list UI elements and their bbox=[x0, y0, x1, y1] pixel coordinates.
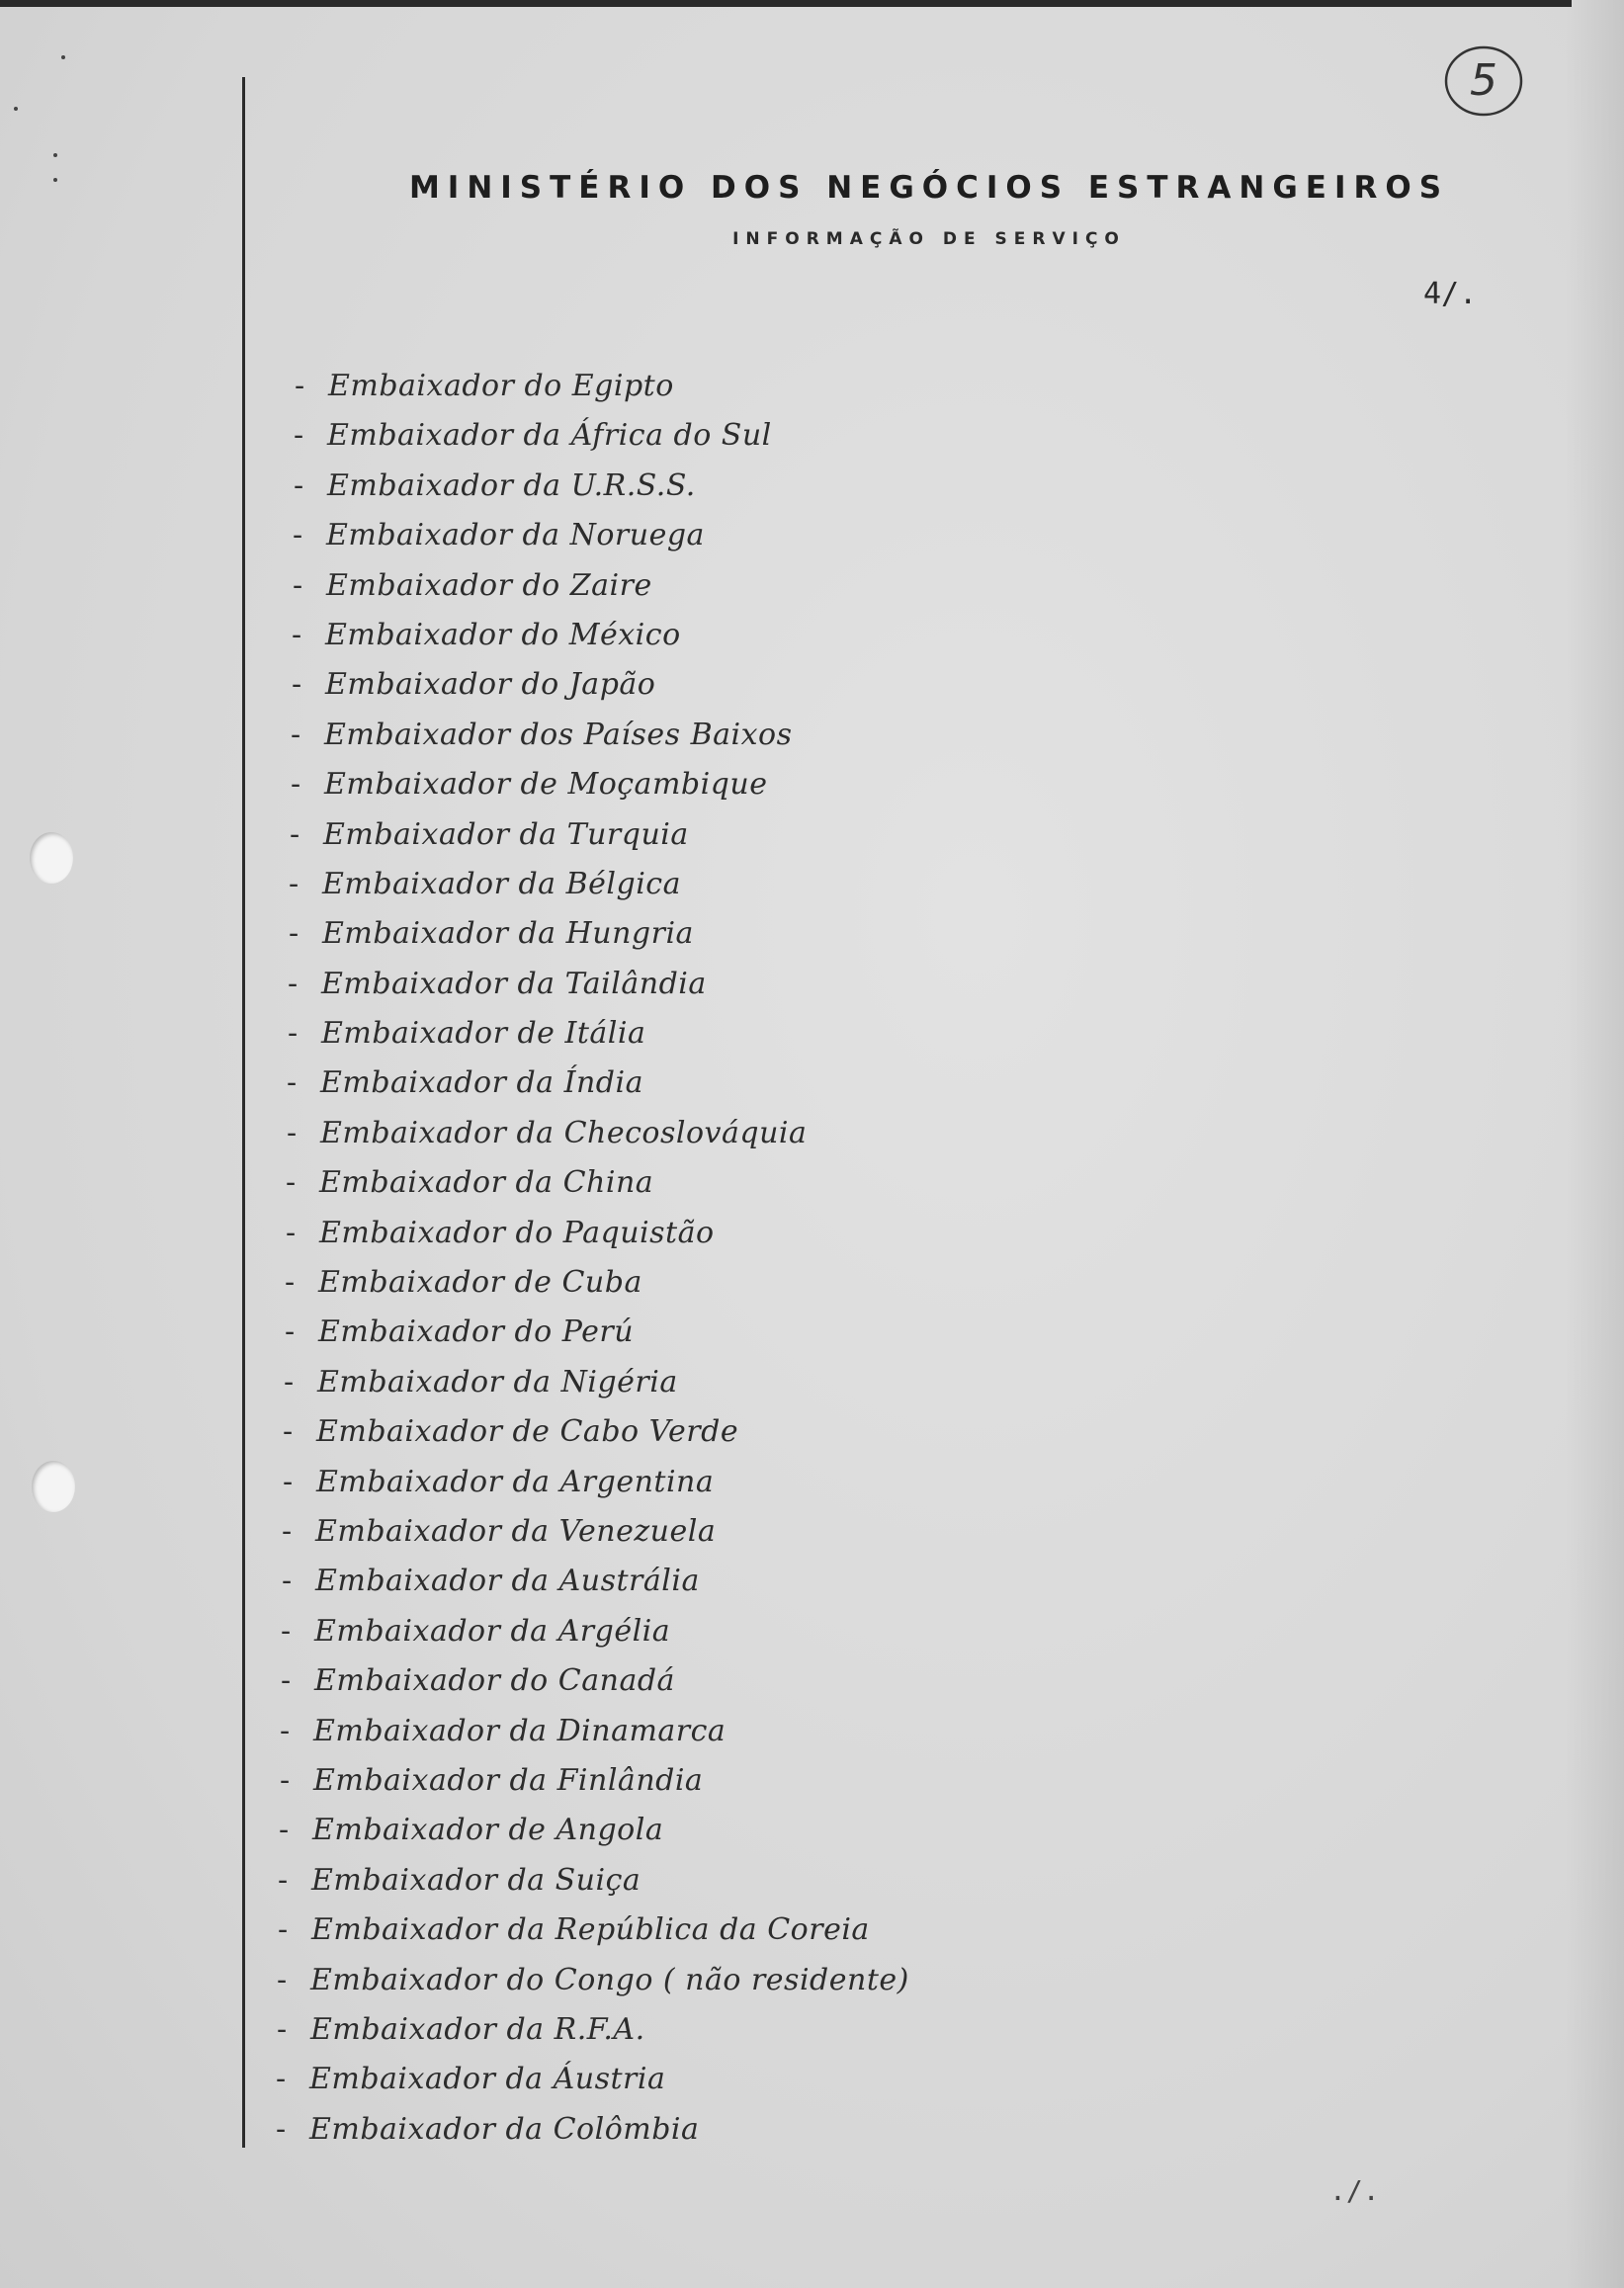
list-item bbox=[267, 1656, 1453, 1706]
list-item-text: Embaixador do Japão bbox=[325, 667, 656, 703]
list-dash: - bbox=[282, 1564, 293, 1599]
list-item-text: Embaixador de Moçambique bbox=[324, 767, 768, 803]
list-dash: - bbox=[282, 1513, 293, 1549]
list-dash: - bbox=[289, 866, 299, 901]
list-item bbox=[267, 711, 1453, 760]
list-dash: - bbox=[291, 717, 301, 752]
list-dash: - bbox=[285, 1314, 296, 1350]
list-item-text: Embaixador de Angola bbox=[312, 1813, 664, 1848]
list-item-text: Embaixador da Índia bbox=[320, 1065, 643, 1101]
paper-speck bbox=[61, 55, 65, 59]
list-item bbox=[267, 611, 1453, 660]
list-dash: - bbox=[286, 1165, 297, 1201]
punch-hole-lower bbox=[32, 1461, 75, 1512]
list-item-text: Embaixador da R.F.A. bbox=[310, 2011, 645, 2047]
list-dash: - bbox=[283, 1414, 294, 1450]
punch-hole-upper bbox=[30, 832, 73, 884]
list-item bbox=[267, 2055, 1453, 2104]
list-item bbox=[267, 511, 1453, 560]
list-item bbox=[267, 1507, 1453, 1557]
list-dash: - bbox=[279, 1813, 290, 1848]
list-item bbox=[267, 1209, 1453, 1258]
list-item bbox=[267, 1059, 1453, 1108]
list-dash: - bbox=[288, 966, 299, 1001]
list-item bbox=[267, 1407, 1453, 1457]
list-dash: - bbox=[278, 1912, 289, 1948]
list-item-text: Embaixador da Noruega bbox=[326, 518, 705, 553]
list-item bbox=[267, 561, 1453, 611]
list-item bbox=[267, 1458, 1453, 1507]
list-dash: - bbox=[280, 1762, 291, 1798]
list-item-text: Embaixador da Áustria bbox=[309, 2062, 666, 2097]
paper-speck bbox=[53, 178, 57, 182]
list-dash: - bbox=[277, 2011, 288, 2047]
ministry-title: MINISTÉRIO DOS NEGÓCIOS ESTRANGEIROS bbox=[408, 170, 1450, 206]
list-item-text: Embaixador de Cabo Verde bbox=[316, 1414, 739, 1450]
list-item bbox=[267, 411, 1453, 461]
margin-rule bbox=[242, 77, 245, 2148]
list-item bbox=[267, 1806, 1453, 1855]
list-item-text: Embaixador da Hungria bbox=[322, 916, 694, 952]
list-item-text: Embaixador da Argélia bbox=[314, 1613, 671, 1649]
list-item bbox=[267, 1856, 1453, 1906]
list-item bbox=[267, 1158, 1453, 1208]
list-dash: - bbox=[290, 816, 300, 852]
folio-number: 5 bbox=[1470, 55, 1497, 106]
list-dash: - bbox=[289, 916, 299, 952]
continuation-mark: ./. bbox=[1329, 2174, 1380, 2207]
page-shadow bbox=[1565, 0, 1624, 2288]
list-dash: - bbox=[285, 1265, 296, 1301]
list-item-text: Embaixador da Nigéria bbox=[317, 1364, 678, 1399]
list-dash: - bbox=[286, 1215, 297, 1250]
list-item-text: Embaixador do Congo ( não residente) bbox=[310, 1962, 909, 1997]
folio-stamp bbox=[1441, 42, 1526, 121]
list-item-text: Embaixador dos Países Baixos bbox=[324, 717, 793, 752]
page-top-edge bbox=[0, 0, 1572, 7]
list-dash: - bbox=[295, 369, 305, 403]
list-item-text: Embaixador do Perú bbox=[318, 1314, 635, 1350]
list-dash: - bbox=[293, 567, 303, 603]
list-dash: - bbox=[281, 1663, 292, 1699]
list-item-text: Embaixador da Argentina bbox=[316, 1464, 715, 1499]
list-dash: - bbox=[293, 518, 303, 553]
list-item bbox=[267, 1557, 1453, 1606]
list-dash: - bbox=[288, 1016, 299, 1052]
list-item-text: Embaixador do México bbox=[325, 617, 681, 652]
list-item bbox=[267, 1956, 1453, 2005]
list-dash: - bbox=[276, 2062, 287, 2097]
list-item bbox=[267, 1906, 1453, 1955]
list-item bbox=[267, 1109, 1453, 1158]
list-dash: - bbox=[292, 617, 302, 652]
list-item-text: Embaixador de Itália bbox=[321, 1016, 646, 1052]
list-item bbox=[267, 810, 1453, 860]
letterhead bbox=[297, 170, 1562, 249]
list-item bbox=[267, 462, 1453, 511]
list-dash: - bbox=[277, 1962, 288, 1997]
list-dash: - bbox=[278, 1862, 289, 1898]
list-item-text: Embaixador da Bélgica bbox=[322, 866, 681, 901]
list-item-text: Embaixador da Dinamarca bbox=[313, 1713, 727, 1748]
list-item bbox=[267, 1358, 1453, 1407]
list-item bbox=[267, 660, 1453, 710]
list-item bbox=[267, 1308, 1453, 1357]
list-item-text: Embaixador da U.R.S.S. bbox=[327, 467, 696, 503]
list-item-text: Embaixador da Tailândia bbox=[321, 966, 707, 1001]
list-item bbox=[267, 860, 1453, 909]
list-dash: - bbox=[287, 1115, 298, 1150]
list-item-text: Embaixador de Cuba bbox=[318, 1265, 642, 1301]
list-item-text: Embaixador da Turquia bbox=[323, 816, 689, 852]
list-dash: - bbox=[291, 767, 301, 803]
list-item-text: Embaixador da Checoslováquia bbox=[320, 1115, 808, 1150]
list-dash: - bbox=[287, 1065, 298, 1101]
ministry-subtitle: INFORMAÇÃO DE SERVIÇO bbox=[732, 229, 1126, 249]
list-dash: - bbox=[292, 667, 302, 703]
list-item-text: Embaixador do Egipto bbox=[328, 369, 674, 403]
list-item bbox=[267, 362, 1453, 411]
list-item-text: Embaixador do Zaire bbox=[326, 567, 652, 603]
list-item-text: Embaixador da Suiça bbox=[311, 1862, 641, 1898]
list-item bbox=[267, 2105, 1453, 2155]
list-item bbox=[267, 1607, 1453, 1656]
list-item bbox=[267, 1756, 1453, 1806]
list-item-text: Embaixador da Finlândia bbox=[313, 1762, 704, 1798]
page-reference: 4/. bbox=[1423, 277, 1478, 311]
list-item-text: Embaixador da Austrália bbox=[315, 1564, 700, 1599]
list-dash: - bbox=[294, 467, 304, 503]
list-dash: - bbox=[281, 1613, 292, 1649]
list-item bbox=[267, 1009, 1453, 1059]
list-dash: - bbox=[283, 1464, 294, 1499]
paper-speck bbox=[53, 153, 57, 157]
list-item-text: Embaixador da China bbox=[319, 1165, 654, 1201]
list-item-text: Embaixador do Canadá bbox=[314, 1663, 675, 1699]
list-item bbox=[267, 960, 1453, 1009]
list-dash: - bbox=[280, 1713, 291, 1748]
list-dash: - bbox=[284, 1364, 295, 1399]
list-item-text: Embaixador da África do Sul bbox=[327, 418, 772, 454]
list-item-text: Embaixador da República da Coreia bbox=[311, 1912, 870, 1948]
paper-speck bbox=[14, 107, 18, 111]
list-item bbox=[267, 1258, 1453, 1308]
list-dash: - bbox=[294, 418, 304, 454]
list-item bbox=[267, 2005, 1453, 2055]
list-item-text: Embaixador da Venezuela bbox=[315, 1513, 717, 1549]
list-item-text: Embaixador do Paquistão bbox=[319, 1215, 715, 1250]
list-item bbox=[267, 909, 1453, 959]
ambassador-list bbox=[267, 362, 1453, 2155]
list-item bbox=[267, 1707, 1453, 1756]
list-dash: - bbox=[276, 2111, 287, 2147]
list-item bbox=[267, 760, 1453, 809]
list-item-text: Embaixador da Colômbia bbox=[309, 2111, 700, 2147]
